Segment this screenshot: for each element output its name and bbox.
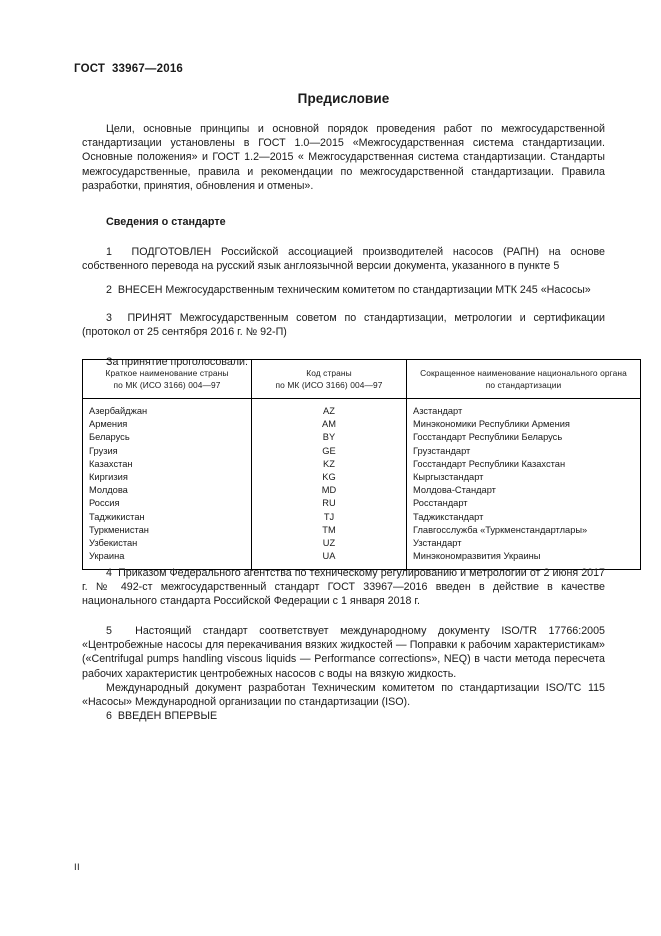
item-body-2: ВНЕСЕН Межгосударственным техническим комитетом по стандартизации МТК 245 «Насосы» [117,284,591,296]
foreword-item-2 [82,283,605,297]
column-header-country-line2: по МК (ИСО 3166) 004—97 [113,380,221,390]
cell-country: Таджикистан [83,511,252,524]
foreword-item-5 [82,624,605,709]
item-number-5: 5 [106,625,112,637]
foreword-item-4 [82,566,605,609]
cell-country: Азербайджан [83,399,252,419]
column-header-organization-line1: Сокращенное наименование национального органа [420,368,627,378]
column-header-organization-line2: по стандартизации [485,380,562,390]
table-row [83,511,641,524]
vote-table-head [83,360,641,399]
foreword-item-1-text [82,245,605,273]
cell-country: Грузия [83,445,252,458]
cell-country-code: AM [252,418,407,431]
item-body-4: Приказом Федерального агентства по техническому регулированию и метрологии от 2 июня 2017 г. № 492-ст межгосударственный стандарт ГОСТ 33967—2016 введен в действие в качестве национального стандарта Российской Федерации с 1 января 2018 г. [82,567,605,608]
item-body-6: ВВЕДЕН ВПЕРВЫЕ [117,710,218,722]
cell-country: Армения [83,418,252,431]
standard-info-heading-block [82,216,605,228]
foreword-item-3 [82,311,605,339]
foreword-intro-paragraph: Цели, основные принципы и основной порядок проведения работ по межгосударственной стандартизации установлены в ГОСТ 1.0—2015 «Межгосударственная система стандартизации. Основные положения» и ГОСТ 1.2—2015 « Межгосударственная система стандартизации. Стандарты межгосударственные, правила и рекомендации по межгосударственной стандартизации. Правила разработки, принятия, обновления и отмены». [82,123,605,192]
cell-organization: Грузстандарт [407,445,641,458]
item-number-2: 2 [106,284,112,296]
foreword-item-3-text [82,311,605,339]
cell-organization: Главгосслужба «Туркменстандартлары» [407,524,641,537]
running-head-standard-number: ГОСТ 33967—2016 [74,63,184,75]
column-header-code [252,360,407,399]
table-row [83,431,641,444]
cell-organization: Минэкономразвития Украины [407,550,641,570]
item-number-4: 4 [106,567,112,579]
cell-organization: Госстандарт Республики Казахстан [407,458,641,471]
cell-organization: Минэкономики Республики Армения [407,418,641,431]
table-row [83,399,641,419]
cell-country-code: UA [252,550,407,570]
column-header-code-line2: по МК (ИСО 3166) 004—97 [275,380,383,390]
item-number-1: 1 [106,246,112,258]
foreword-item-4-text [82,566,605,609]
page-number: II [74,862,80,873]
cell-country-code: AZ [252,399,407,419]
cell-country-code: TM [252,524,407,537]
cell-country: Туркменистан [83,524,252,537]
cell-organization: Таджикстандарт [407,511,641,524]
item-body-1: ПОДГОТОВЛЕН Российской ассоциацией производителей насосов (РАПН) на основе собственного перевода на русский язык англоязычной версии документа, указанного в пункте 5 [82,246,605,273]
table-row [83,484,641,497]
column-header-code-line1: Код страны [306,368,352,378]
cell-organization: Узстандарт [407,537,641,550]
cell-country: Россия [83,497,252,510]
cell-country: Молдова [83,484,252,497]
item-number-6: 6 [106,710,112,722]
vote-lead-in-text: За принятие проголосовали: [106,356,248,368]
table-row [83,524,641,537]
item-body-3: ПРИНЯТ Межгосударственным советом по стандартизации, метрологии и сертификации (протокол от 25 сентября 2016 г. № 92-П) [82,312,605,339]
cell-country-code: KG [252,471,407,484]
foreword-item-6 [82,709,605,723]
table-row [83,497,641,510]
table-row [83,471,641,484]
table-row [83,445,641,458]
cell-organization: Кыргызстандарт [407,471,641,484]
vote-table-header-row [83,360,641,399]
foreword-intro-block [82,122,605,193]
cell-country-code: GE [252,445,407,458]
page-title: Предисловие [297,91,390,106]
cell-country-code: RU [252,497,407,510]
cell-country-code: UZ [252,537,407,550]
column-header-organization [407,360,641,399]
vote-table-body [83,399,641,570]
cell-country-code: TJ [252,511,407,524]
cell-country: Узбекистан [83,537,252,550]
foreword-item-1 [82,245,605,273]
table-row [83,537,641,550]
cell-country: Украина [83,550,252,570]
cell-country: Беларусь [83,431,252,444]
standard-info-heading: Сведения о стандарте [106,216,226,228]
cell-country-code: BY [252,431,407,444]
cell-organization: Молдова-Стандарт [407,484,641,497]
item-number-3: 3 [106,312,112,324]
column-header-country-line1: Краткое наименование страны [105,368,229,378]
column-header-country [83,360,252,399]
table-row [83,418,641,431]
cell-country-code: MD [252,484,407,497]
cell-country: Киргизия [83,471,252,484]
cell-organization: Госстандарт Республики Беларусь [407,431,641,444]
cell-organization: Азстандарт [407,399,641,419]
vote-table [82,359,641,570]
foreword-item-6-text [82,709,605,723]
cell-country-code: KZ [252,458,407,471]
foreword-item-5-continuation: Международный документ разработан Техническим комитетом по стандартизации ISO/TC 115 «Насосы» Международной организации по стандартизации (ISO). [82,681,605,709]
foreword-item-2-text [82,283,605,297]
item-body-5: Настоящий стандарт соответствует международному документу ISO/TR 17766:2005 «Центробежные насосы для перекачивания вязких жидкостей — Поправки к рабочим характеристикам» («Centrifugal pumps handling viscous liquids — Performance corrections», NEQ) в части метода пересчета рабочих характеристик центробежных насосов с воды на вязкую жидкость. [82,625,605,680]
table-row [83,458,641,471]
foreword-item-5-text [82,624,605,681]
cell-organization: Росстандарт [407,497,641,510]
cell-country: Казахстан [83,458,252,471]
